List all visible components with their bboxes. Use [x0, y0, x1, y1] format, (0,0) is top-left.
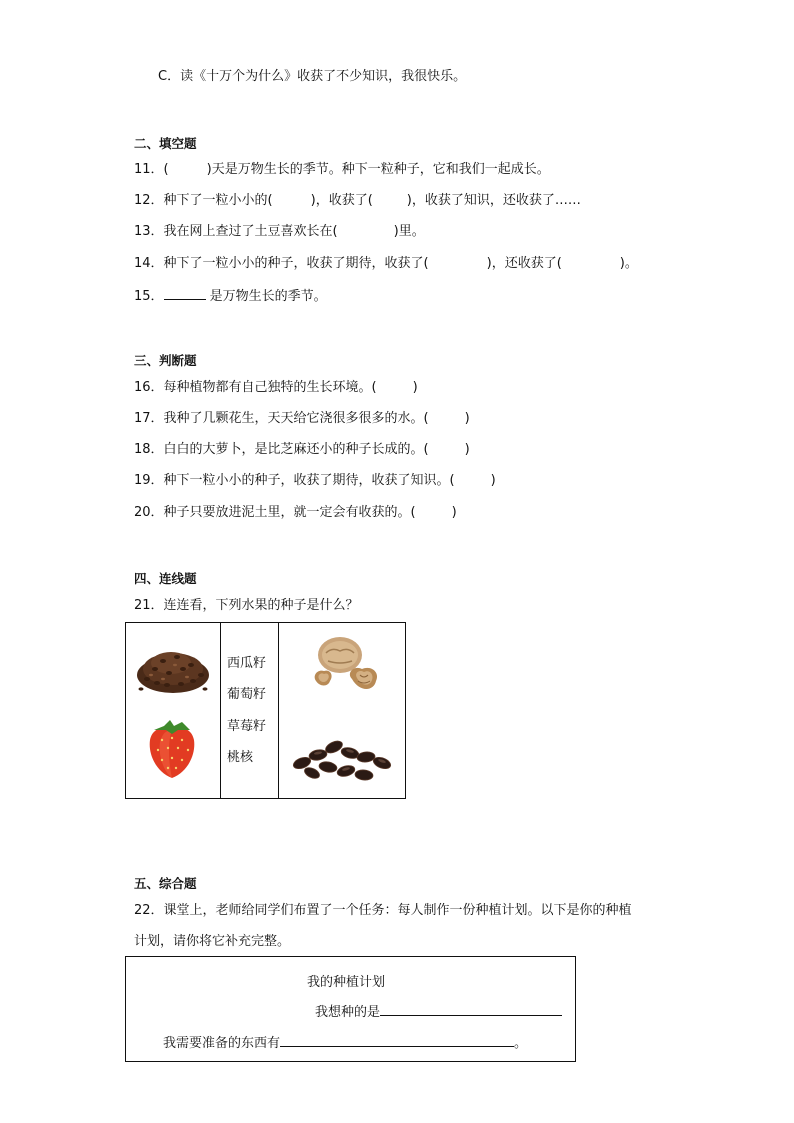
plan-need-period: 。 [514, 1036, 528, 1051]
question-text: 白白的大萝卜，是比芝麻还小的种子长成的。( [163, 442, 429, 457]
plan-title: 我的种植计划 [307, 975, 386, 990]
fruit-column [126, 623, 221, 798]
matching-table [125, 622, 406, 799]
plan-need-row [163, 1032, 527, 1051]
plan-want-blank[interactable] [380, 1002, 562, 1016]
question-number: 12． [134, 193, 164, 208]
seed-label-peach-pit[interactable]: 桃核 [227, 750, 254, 765]
walnut-image[interactable] [302, 631, 392, 701]
question-text: )，收获了( [310, 193, 373, 208]
question-text: )里。 [393, 224, 425, 239]
question-12 [134, 192, 581, 210]
question-text: 种子只要放进泥土里，就一定会有收获的。( [163, 505, 416, 520]
seed-label-strawberry[interactable]: 草莓籽 [227, 719, 267, 734]
question-number: 15． [134, 289, 164, 304]
question-text: ( [163, 162, 169, 177]
question-22 [134, 902, 632, 920]
section-title-match: 四、连线题 [134, 571, 197, 586]
paren-close: ) [490, 473, 496, 488]
question-text: 连连看，下列水果的种子是什么？ [163, 598, 359, 613]
section-title-fill: 二、填空题 [134, 136, 197, 151]
answer-blank[interactable] [164, 286, 206, 300]
question-number: 19． [134, 473, 164, 488]
question-13 [134, 223, 425, 241]
question-text: )，收获了知识，还收获了…… [406, 193, 581, 208]
seed-image-column [278, 623, 405, 798]
question-number: 20． [134, 505, 164, 520]
question-20 [134, 504, 457, 522]
question-14 [134, 255, 638, 273]
question-16 [134, 379, 418, 397]
question-text: )天是万物生长的季节。种下一粒种子，它和我们一起成长。 [206, 162, 550, 177]
seed-name-column [220, 623, 279, 798]
planting-plan-box [125, 956, 576, 1062]
watermelon-seeds-image[interactable] [288, 733, 398, 785]
question-text: 是万物生长的季节。 [205, 289, 327, 304]
plan-need-label: 我需要准备的东西有 [163, 1036, 281, 1051]
question-17 [134, 410, 470, 428]
question-number: 17． [134, 411, 164, 426]
seed-label-grape[interactable]: 葡萄籽 [227, 687, 267, 702]
question-18 [134, 441, 470, 459]
strawberry-image[interactable] [144, 716, 200, 782]
plan-want-row [315, 1001, 562, 1020]
question-19 [134, 472, 496, 490]
question-text: 每种植物都有自己独特的生长环境。( [163, 380, 377, 395]
question-text: )，还收获了( [486, 256, 562, 271]
section-title-judge: 三、判断题 [134, 353, 197, 368]
question-number: 22． [134, 903, 164, 918]
question-number: 21． [134, 598, 164, 613]
question-text: 种下了一粒小小的( [163, 193, 273, 208]
question-number: 14． [134, 256, 164, 271]
plan-want-label: 我想种的是 [315, 1005, 381, 1020]
question-22-continued: 计划，请你将它补充完整。 [134, 934, 291, 949]
question-11 [134, 161, 550, 179]
question-text: 课堂上，老师给同学们布置了一个任务：每人制作一份种植计划。以下是你的种植 [163, 903, 632, 918]
question-15 [134, 286, 327, 306]
question-text: 种下一粒小小的种子，收获了期待，收获了知识。( [163, 473, 455, 488]
question-text: 我种了几颗花生，天天给它浇很多很多的水。( [163, 411, 429, 426]
question-text: 我在网上查过了土豆喜欢长在( [163, 224, 338, 239]
paren-close: ) [464, 442, 470, 457]
paren-close: ) [464, 411, 470, 426]
question-number: 16． [134, 380, 164, 395]
grape-seeds-image[interactable] [133, 639, 213, 699]
question-number: 11． [134, 162, 164, 177]
question-text: 种下了一粒小小的种子，收获了期待，收获了( [163, 256, 429, 271]
paren-close: ) [451, 505, 457, 520]
paren-close: ) [412, 380, 418, 395]
option-c: C．读《十万个为什么》收获了不少知识，我很快乐。 [158, 69, 467, 84]
plan-need-blank[interactable] [280, 1033, 514, 1047]
question-text: )。 [619, 256, 638, 271]
question-21 [134, 597, 359, 615]
question-number: 18． [134, 442, 164, 457]
section-title-combo: 五、综合题 [134, 876, 197, 891]
seed-label-watermelon[interactable]: 西瓜籽 [227, 656, 267, 671]
question-number: 13． [134, 224, 164, 239]
